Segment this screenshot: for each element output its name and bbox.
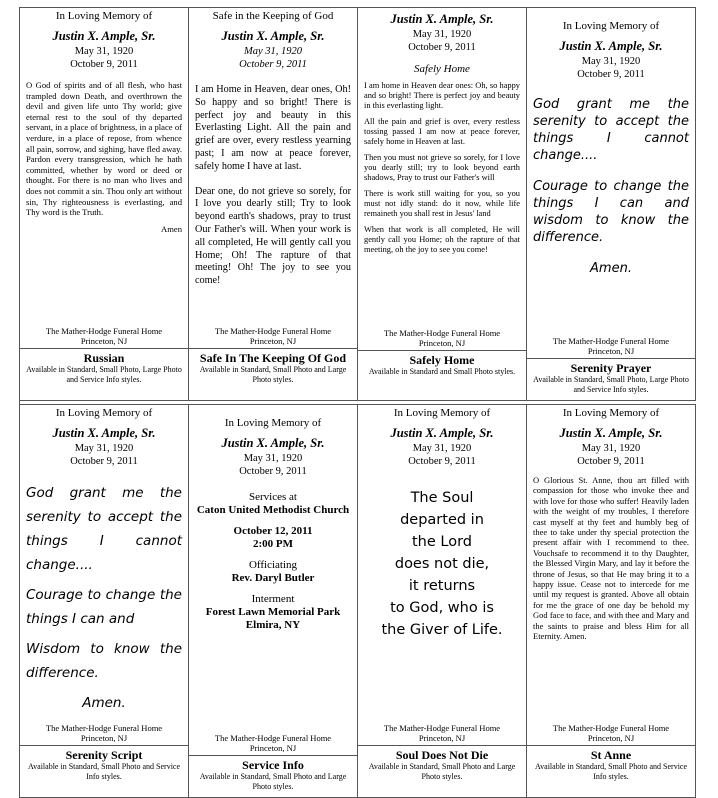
card-title: Serenity Script: [65, 748, 143, 762]
prayer-paragraph: Courage to change the things I can and wisdom to know the difference.: [533, 179, 689, 245]
service-details: [189, 491, 357, 632]
deceased-name: Justin X. Ample, Sr.: [221, 436, 325, 450]
death-date: October 9, 2011: [408, 42, 476, 53]
gallery-row-2: [20, 404, 698, 798]
card-header: In Loving Memory of: [55, 407, 153, 419]
gallery-row-1: [20, 7, 698, 401]
spacer: [189, 551, 357, 559]
birth-date: May 31, 1920: [243, 453, 303, 464]
funeral-home-city: Princeton, NJ: [80, 733, 128, 743]
funeral-home: [527, 336, 695, 356]
church-name: Caton United Methodist Church: [196, 504, 350, 516]
card-serenity-prayer[interactable]: [527, 7, 696, 401]
card-caption: [358, 745, 526, 787]
birth-date: May 31, 1920: [74, 443, 134, 454]
prayer-text: [527, 96, 695, 277]
deceased-name: Justin X. Ample, Sr.: [559, 426, 663, 440]
service-date: October 12, 2011: [233, 525, 313, 537]
card-caption: [189, 348, 357, 390]
card-availability: Available in Standard, Small Photo and Service Info styles.: [27, 762, 181, 781]
poem-paragraph: Then you must not grieve so sorely, for I love you dearly still; try to look beyond earth shadows, Pray to trust our Father's will: [364, 153, 520, 182]
verse-line: to God, who is: [390, 600, 494, 616]
cemetery-location: Elmira, NY: [245, 619, 301, 631]
card-availability: Available in Standard, Small Photo and Large Photo styles.: [199, 772, 347, 791]
card-st-anne[interactable]: [527, 404, 696, 798]
card-gallery: [19, 7, 698, 798]
funeral-home-name: The Mather-Hodge Funeral Home: [383, 328, 501, 338]
card-availability: Available in Standard, Small Photo, Large Photo and Service Info styles.: [533, 375, 689, 394]
funeral-home-name: The Mather-Hodge Funeral Home: [552, 723, 670, 733]
card-safe-in-keeping[interactable]: [189, 7, 358, 401]
death-date: October 9, 2011: [70, 59, 138, 70]
funeral-home: [189, 733, 357, 753]
poem-paragraph: All the pain and grief is over, every restless tossing passed I am now at peace forever, safely home in Heaven at last.: [364, 117, 520, 146]
card-header: In Loving Memory of: [393, 407, 491, 419]
card-title: Safely Home: [409, 353, 475, 367]
prayer-text: [527, 475, 695, 642]
funeral-home-name: The Mather-Hodge Funeral Home: [552, 336, 670, 346]
verse-line: the Lord: [411, 534, 472, 550]
card-availability: Available in Standard and Small Photo styles.: [368, 367, 516, 376]
card-availability: Available in Standard, Small Photo and Service Info styles.: [534, 762, 688, 781]
prayer-paragraph: Wisdom to know the difference.: [26, 641, 182, 681]
funeral-home-name: The Mather-Hodge Funeral Home: [45, 723, 163, 733]
card-availability: Available in Standard, Small Photo and Large Photo styles.: [199, 365, 347, 384]
cemetery-name: Forest Lawn Memorial Park: [205, 606, 341, 618]
prayer-text: [20, 80, 188, 234]
birth-date: May 31, 1920: [581, 56, 641, 67]
prayer-text: [20, 481, 188, 715]
card-russian[interactable]: [20, 7, 189, 401]
card-header: In Loving Memory of: [55, 10, 153, 22]
death-date: October 9, 2011: [239, 59, 307, 70]
funeral-home-city: Princeton, NJ: [418, 733, 466, 743]
spacer: [189, 585, 357, 593]
card-safely-home[interactable]: [358, 7, 527, 401]
poem-title: Safely Home: [414, 63, 470, 75]
funeral-home: [358, 723, 526, 743]
card-header: Safe in the Keeping of God: [212, 10, 334, 22]
card-title: St Anne: [590, 748, 632, 762]
verse-line: it returns: [408, 578, 476, 594]
funeral-home-city: Princeton, NJ: [587, 346, 635, 356]
funeral-home: [358, 328, 526, 348]
card-header: In Loving Memory of: [562, 407, 660, 419]
poem-paragraph: Dear one, do not grieve so sorely, for I love you dearly still; Try to look beyond earth's shadows, pray to trust Our Father's will. When your work is all completed, He will gently call you Home; Oh! The rapture of that meeting! Oh! The joy to see you come!: [195, 185, 351, 287]
amen-text: Amen.: [82, 695, 126, 711]
funeral-home-city: Princeton, NJ: [587, 733, 635, 743]
card-service-info[interactable]: [189, 404, 358, 798]
prayer-paragraph: God grant me the serenity to accept the things I cannot change....: [26, 485, 182, 573]
death-date: October 9, 2011: [70, 456, 138, 467]
card-serenity-script[interactable]: [20, 404, 189, 798]
service-time: 2:00 PM: [252, 538, 293, 550]
funeral-home-name: The Mather-Hodge Funeral Home: [214, 733, 332, 743]
funeral-home-name: The Mather-Hodge Funeral Home: [45, 326, 163, 336]
deceased-name: Justin X. Ample, Sr.: [559, 39, 663, 53]
poem-text: [189, 84, 357, 288]
card-header: In Loving Memory of: [224, 417, 322, 429]
officiating-label: Officiating: [248, 559, 298, 571]
deceased-name: Justin X. Ample, Sr.: [390, 12, 494, 26]
funeral-home-city: Princeton, NJ: [80, 336, 128, 346]
verse-line: the Giver of Life.: [381, 622, 503, 638]
amen-text: Amen.: [590, 261, 632, 276]
deceased-name: Justin X. Ample, Sr.: [52, 426, 156, 440]
card-preview: [527, 407, 695, 745]
death-date: October 9, 2011: [577, 456, 645, 467]
card-caption: [527, 745, 695, 787]
deceased-name: Justin X. Ample, Sr.: [52, 29, 156, 43]
prayer-paragraph: O God of spirits and of all flesh, who hast trampled down Death, and overthrown the devil and given life unto Thy world; give eternal rest to the soul of thy departed servant, in a place of brightness, in a place of verdure, in a place of repose, from whence all pain, sorrow, and sighing, have fled away. Pardon every transgression, which he hath committed, whether by word or deed or thought. For there is no man who lives and does not commit a sin. Thou only art without sin, Thy righteousness is everlasting, and Thy word is the Truth.: [26, 80, 182, 218]
card-caption: [189, 755, 357, 797]
spacer: [189, 517, 357, 525]
card-caption: [20, 745, 188, 787]
card-title: Service Info: [242, 758, 304, 772]
death-date: October 9, 2011: [577, 69, 645, 80]
prayer-paragraph: God grant me the serenity to accept the things I cannot change....: [533, 97, 689, 163]
card-availability: Available in Standard, Small Photo and Large Photo styles.: [368, 762, 516, 781]
card-title: Russian: [83, 351, 125, 365]
funeral-home-name: The Mather-Hodge Funeral Home: [214, 326, 332, 336]
card-soul-does-not-die[interactable]: [358, 404, 527, 798]
interment-label: Interment: [251, 593, 295, 605]
funeral-home: [20, 326, 188, 346]
card-title: Safe In The Keeping Of God: [199, 351, 347, 365]
verse-line: departed in: [400, 512, 484, 528]
card-preview: [358, 12, 526, 350]
birth-date: May 31, 1920: [412, 443, 472, 454]
verse-line: The Soul: [410, 490, 474, 506]
prayer-paragraph: Courage to change the things I can and: [26, 587, 182, 627]
deceased-name: Justin X. Ample, Sr.: [221, 29, 325, 43]
birth-date: May 31, 1920: [74, 46, 134, 57]
card-caption: [527, 358, 695, 400]
death-date: October 9, 2011: [239, 466, 307, 477]
card-preview: [189, 417, 357, 755]
poem-paragraph: There is work still waiting for you, so you must not idly stand: do it now, while life remaineth you shall rest in Jesus' land: [364, 189, 520, 218]
funeral-home-city: Princeton, NJ: [249, 336, 297, 346]
card-preview: [20, 10, 188, 348]
card-header: In Loving Memory of: [562, 20, 660, 32]
verse-line: does not die,: [394, 556, 490, 572]
verse-text: [358, 487, 526, 641]
card-caption: [20, 348, 188, 390]
birth-date: May 31, 1920: [412, 29, 472, 40]
card-preview: [358, 407, 526, 745]
card-preview: [20, 407, 188, 745]
card-title: Serenity Prayer: [570, 361, 652, 375]
card-availability: Available in Standard, Small Photo, Large Photo and Service Info styles.: [26, 365, 182, 384]
officiant-name: Rev. Daryl Butler: [231, 572, 315, 584]
poem-text: [358, 81, 526, 255]
funeral-home: [20, 723, 188, 743]
card-preview: [527, 20, 695, 358]
card-caption: [358, 350, 526, 392]
card-preview: [189, 10, 357, 348]
prayer-paragraph: O Glorious St. Anne, thou art filled with compassion for those who invoke thee and with love for those who suffer! Heavily laden with the weight of my troubles, I therefore cast myself at thy feet and humbly beg of thee to take under thy special protection the present affair with I recommend to thee. Vouchsafe to recommend it to thy Daughter, the Blessed Virgin Mary, and lay it before the throne of Jesus, so that He may bring it to a happy issue. Cease not to intercede for me until my request is granted. Above all obtain for me the grace of one day be behold my God face to face, and with thee and Mary and the saints to praise and bless Him for all Eternity. Amen.: [533, 475, 689, 642]
card-title: Soul Does Not Die: [395, 748, 489, 762]
death-date: October 9, 2011: [408, 456, 476, 467]
services-label: Services at: [249, 491, 297, 503]
poem-paragraph: I am Home in Heaven, dear ones, Oh! So happy and so bright! There is perfect joy and beauty in this Everlasting Light. All the pain and grief are over, every restless yearning past; I am now at peace forever, safely home I have at last.: [195, 84, 351, 172]
amen-text: Amen: [160, 223, 182, 234]
birth-date: May 31, 1920: [581, 443, 641, 454]
funeral-home-name: The Mather-Hodge Funeral Home: [383, 723, 501, 733]
funeral-home: [189, 326, 357, 346]
poem-paragraph: When that work is all completed, He will gently call you Home; oh the rapture of that meeting, oh the joy to see you come!: [364, 225, 520, 254]
poem-paragraph: I am home in Heaven dear ones: Oh, so happy and so bright! There is perfect joy and beauty in this everlasting light.: [364, 81, 520, 110]
funeral-home-city: Princeton, NJ: [249, 743, 297, 753]
deceased-name: Justin X. Ample, Sr.: [390, 426, 494, 440]
funeral-home: [527, 723, 695, 743]
funeral-home-city: Princeton, NJ: [418, 338, 466, 348]
birth-date: May 31, 1920: [243, 46, 303, 57]
